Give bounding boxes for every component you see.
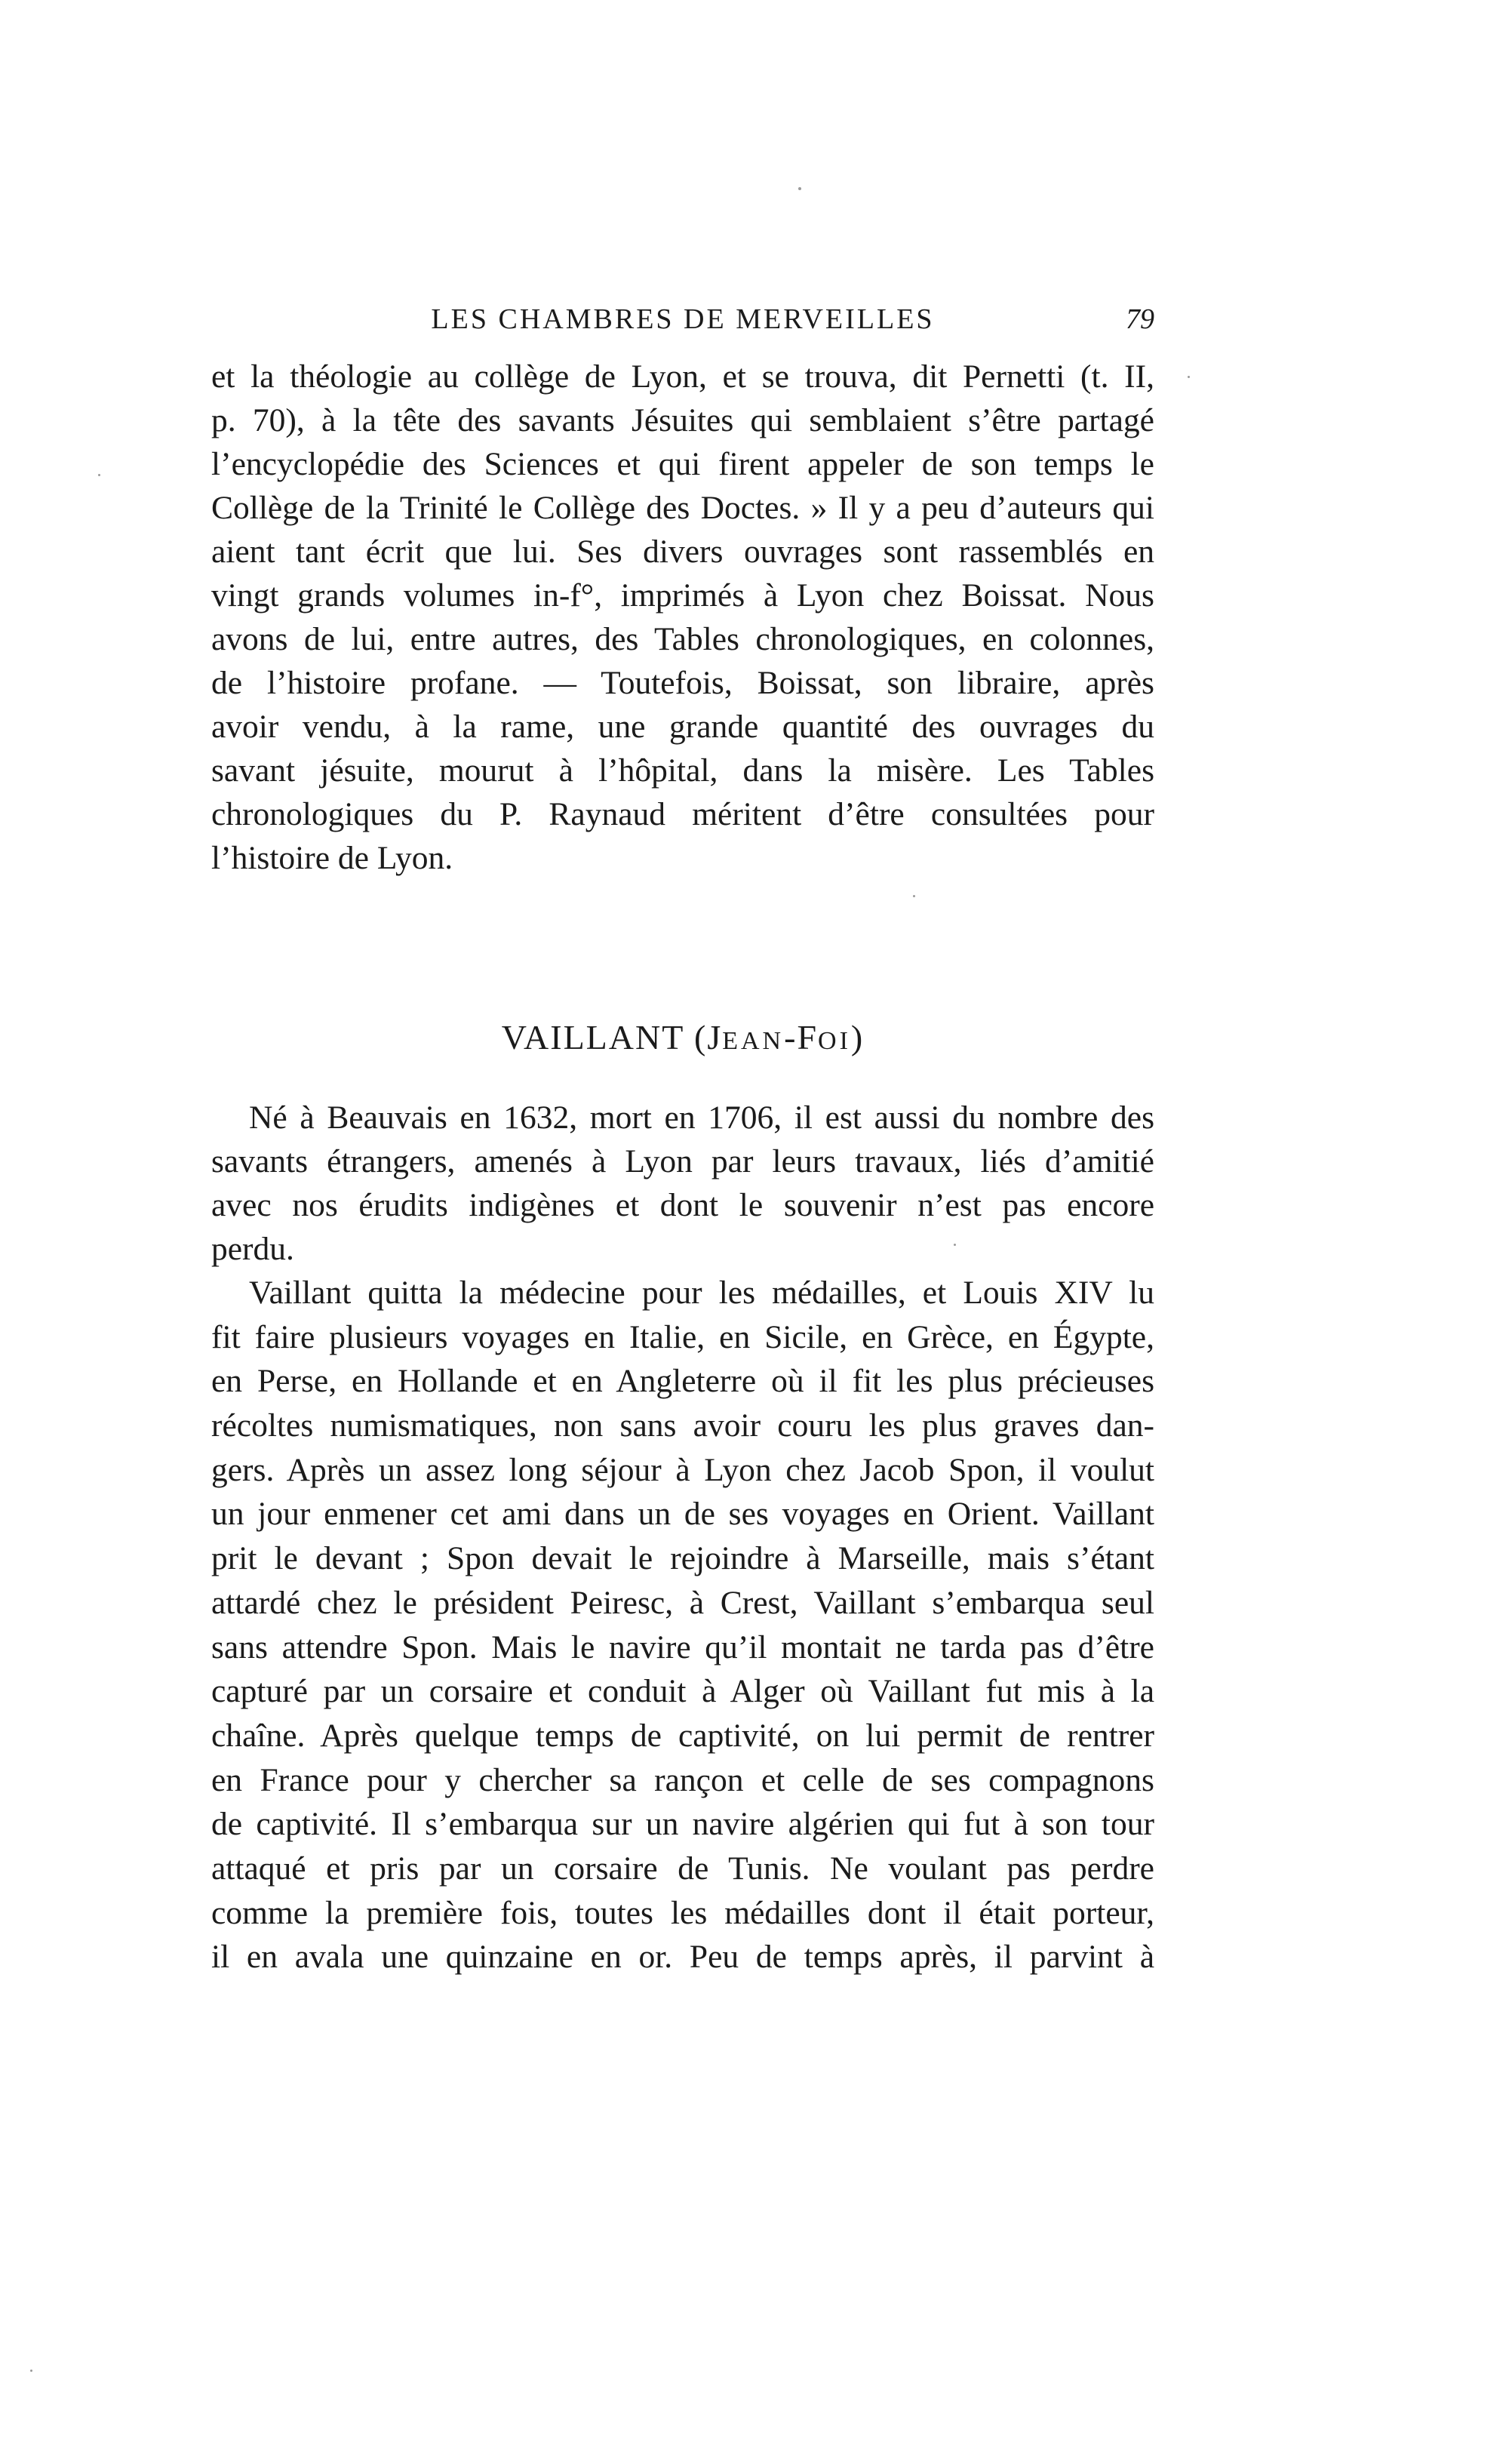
text-line: savants étrangers, amenés à Lyon par leurs travaux, liés d’amitié [211,1143,1154,1179]
text-line: chronologiques du P. Raynaud méritent d’être consultées pour [211,796,1154,832]
section-body [211,1096,1154,1979]
text-line: en France pour y chercher sa rançon et celle de ses compagnons [211,1761,1154,1798]
text-line: Né à Beauvais en 1632, mort en 1706, il est aussi du nombre des [249,1100,1154,1136]
paper-speck [98,474,100,476]
section-heading [211,1015,1154,1064]
heading-paren-open: ( [693,1018,708,1056]
text-line: chaîne. Après quelque temps de captivité, on lui permit de rentrer [211,1717,1154,1754]
paragraph-continued [211,355,1154,880]
text-line: de l’histoire profane. — Toutefois, Boissat, son libraire, après [211,665,1154,701]
text-line: avoir vendu, à la rame, une grande quantité des ouvrages du [211,709,1154,745]
text-line: fit faire plusieurs voyages en Italie, en Sicile, en Grèce, en Égypte, [211,1318,1154,1355]
text-line: perdu. [211,1231,294,1267]
text-line: récoltes numismatiques, non sans avoir couru les plus graves dan- [211,1407,1154,1444]
paragraph [211,1096,1154,1271]
heading-small-caps: EAN [722,1027,785,1055]
text-line: Vaillant quitta la médecine pour les médailles, et Louis XIV lu [249,1275,1154,1311]
paper-speck [954,1244,956,1246]
text-line: avons de lui, entre autres, des Tables chronologiques, en colonnes, [211,621,1154,657]
page-number: 79 [1126,303,1154,335]
heading-small-caps-initial: F [797,1018,819,1056]
paper-speck [1188,376,1190,378]
heading-paren-close: ) [850,1018,865,1056]
running-head [211,300,1154,338]
text-line: p. 70), à la tête des savants Jésuites qui semblaient s’être partagé [211,402,1154,438]
text-line: avec nos érudits indigènes et dont le souvenir n’est pas encore [211,1187,1154,1223]
heading-small-caps-initial: J [707,1018,723,1056]
text-line: attaqué et pris par un corsaire de Tunis. Ne voulant pas perdre [211,1850,1154,1887]
text-line: de captivité. Il s’embarqua sur un navire algérien qui fut à son tour [211,1806,1154,1843]
text-line: savant jésuite, mourut à l’hôpital, dans la misère. Les Tables [211,752,1154,789]
text-line: sans attendre Spon. Mais le navire qu’il montait ne tarda pas d’être [211,1629,1154,1665]
text-line: il en avala une quinzaine en or. Peu de temps après, il parvint à [211,1939,1154,1976]
text-line: Collège de la Trinité le Collège des Doctes. » Il y a peu d’auteurs qui [211,490,1154,526]
text-line: l’encyclopédie des Sciences et qui firent appeler de son temps le [211,446,1154,482]
paper-speck [913,895,915,897]
paper-speck [798,187,801,190]
text-line: un jour enmener cet ami dans un de ses voyages en Orient. Vaillant [211,1496,1154,1533]
heading-given-name [694,1018,864,1056]
paper-speck [30,2370,32,2372]
text-line: comme la première fois, toutes les médailles dont il était porteur, [211,1894,1154,1931]
text-line: l’histoire de Lyon. [211,840,453,876]
text-line: vingt grands volumes in-f°, imprimés à Lyon chez Boissat. Nous [211,577,1154,614]
text-line: gers. Après un assez long séjour à Lyon chez Jacob Spon, il voulut [211,1451,1154,1488]
heading-surname: VAILLANT [501,1018,684,1056]
heading-small-caps: OI [818,1027,851,1055]
text-line: capturé par un corsaire et conduit à Alger où Vaillant fut mis à la [211,1673,1154,1710]
paragraph [211,1271,1154,1979]
text-line: en Perse, en Hollande et en Angleterre où il fit les plus précieuses [211,1363,1154,1400]
text-line: attardé chez le président Peiresc, à Crest, Vaillant s’embarqua seul [211,1584,1154,1621]
text-line: et la théologie au collège de Lyon, et se trouva, dit Pernetti (t. II, [211,358,1154,395]
text-line: aient tant écrit que lui. Ses divers ouvrages sont rassemblés en [211,534,1154,570]
heading-hyphen: - [784,1018,797,1056]
running-title: LES CHAMBRES DE MERVEILLES [431,303,935,335]
text-line: prit le devant ; Spon devait le rejoindre à Marseille, mais s’étant [211,1540,1154,1577]
